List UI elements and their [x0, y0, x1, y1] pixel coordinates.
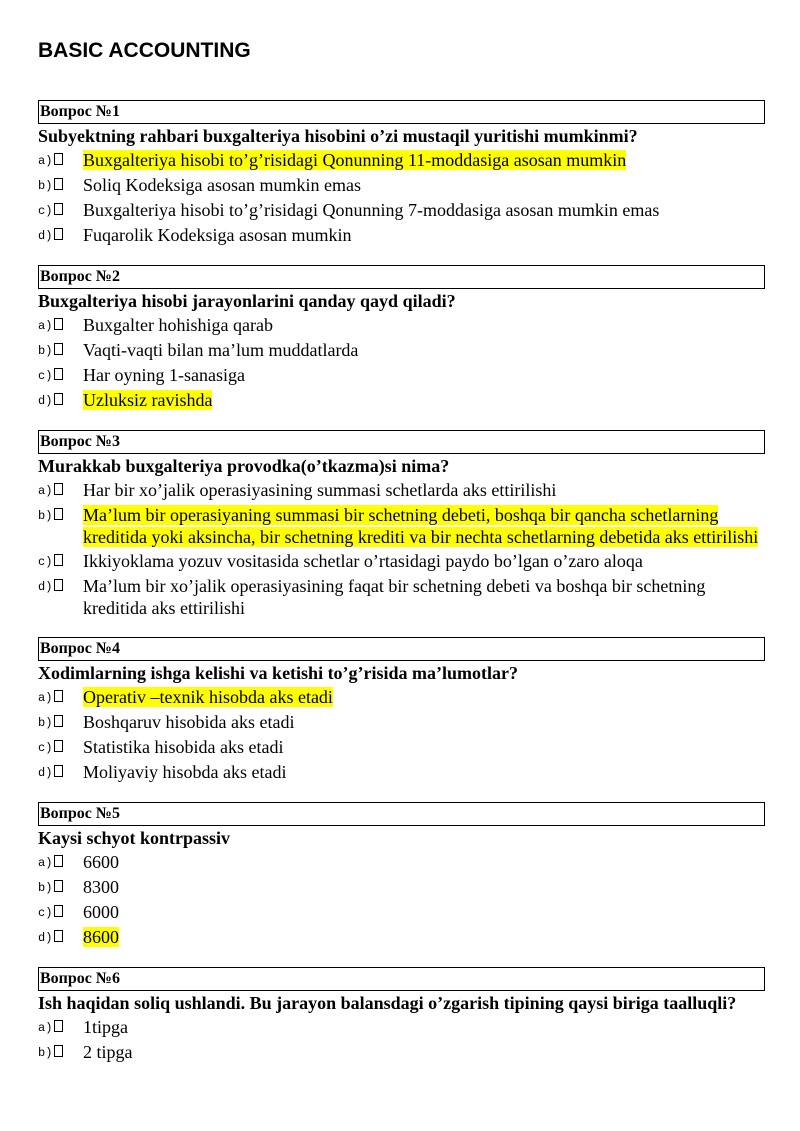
question-text: Subyektning rahbari buxgalteriya hisobini o’zi mustaqil yuritishi mumkinmi?	[38, 126, 638, 146]
answer-letter: c)	[38, 204, 53, 218]
answer-marker	[38, 876, 83, 899]
answer-option	[38, 876, 765, 899]
missing-glyph-icon	[54, 765, 63, 777]
document-page	[38, 38, 765, 1082]
answer-option	[38, 575, 765, 619]
answer-list	[38, 314, 765, 412]
answer-text: Statistika hisobida aks etadi	[83, 737, 284, 757]
answer-list	[38, 851, 765, 949]
answer-text-wrap	[83, 1016, 765, 1038]
missing-glyph-icon	[54, 153, 63, 165]
answer-text: 6000	[83, 902, 119, 922]
missing-glyph-icon	[54, 554, 63, 566]
missing-glyph-icon	[54, 393, 63, 405]
answer-letter: d)	[38, 931, 53, 945]
answer-option	[38, 504, 765, 548]
missing-glyph-icon	[54, 855, 63, 867]
answer-text-wrap	[83, 851, 765, 873]
answer-text-wrap	[83, 711, 765, 733]
question-text: Murakkab buxgalteriya provodka(o’tkazma)si nima?	[38, 456, 450, 476]
answer-letter: c)	[38, 906, 53, 920]
answer-option	[38, 736, 765, 759]
question-block	[38, 637, 765, 784]
answer-text: Soliq Kodeksiga asosan mumkin emas	[83, 175, 361, 195]
answer-letter: d)	[38, 394, 53, 408]
document-title: BASIC ACCOUNTING	[38, 39, 251, 62]
answer-option	[38, 364, 765, 387]
answer-text-wrap	[83, 479, 765, 501]
answer-text-wrap	[83, 174, 765, 196]
answer-text: 2 tipga	[83, 1042, 133, 1062]
answer-text-wrap	[83, 199, 765, 221]
question-number-box: Вопрос №3	[38, 430, 765, 454]
question-block	[38, 265, 765, 412]
answer-list	[38, 479, 765, 619]
missing-glyph-icon	[54, 1020, 63, 1032]
answer-option	[38, 686, 765, 709]
answer-marker	[38, 504, 83, 527]
question-block	[38, 100, 765, 247]
answer-marker	[38, 314, 83, 337]
question-list	[38, 100, 765, 1064]
answer-marker	[38, 761, 83, 784]
answer-marker	[38, 389, 83, 412]
answer-option	[38, 711, 765, 734]
missing-glyph-icon	[54, 880, 63, 892]
answer-text-wrap	[83, 686, 765, 708]
answer-text: Buxgalter hohishiga qarab	[83, 315, 273, 335]
question-text: Xodimlarning ishga kelishi va ketishi to’g’risida ma’lumotlar?	[38, 663, 519, 683]
highlighted-answer-text: Operativ –texnik hisobda aks etadi	[83, 687, 333, 707]
answer-option	[38, 479, 765, 502]
answer-text: 8300	[83, 877, 119, 897]
highlighted-answer-text: Ma’lum bir operasiyaning summasi bir schetning debeti, boshqa bir qancha schetlarning kreditida yoki aksincha, bir schetning krediti va bir nechta schetlarning debetida aks ettirilishi	[83, 505, 759, 547]
answer-marker	[38, 736, 83, 759]
answer-text-wrap	[83, 364, 765, 386]
answer-letter: d)	[38, 766, 53, 780]
missing-glyph-icon	[54, 715, 63, 727]
answer-letter: b)	[38, 509, 53, 523]
question-block	[38, 967, 765, 1064]
answer-marker	[38, 364, 83, 387]
highlighted-answer-text: Uzluksiz ravishda	[83, 390, 213, 410]
answer-option	[38, 926, 765, 949]
answer-option	[38, 149, 765, 172]
answer-option	[38, 339, 765, 362]
answer-text-wrap	[83, 389, 765, 411]
answer-letter: b)	[38, 1046, 53, 1060]
answer-text: Moliyaviy hisobda aks etadi	[83, 762, 287, 782]
answer-text: 1tipga	[83, 1017, 128, 1037]
answer-option	[38, 199, 765, 222]
answer-text-wrap	[83, 339, 765, 361]
missing-glyph-icon	[54, 508, 63, 520]
answer-letter: d)	[38, 229, 53, 243]
answer-marker	[38, 550, 83, 573]
answer-text: Ikkiyoklama yozuv vositasida schetlar o’rtasidagi paydo bo’lgan o’zaro aloqa	[83, 551, 643, 571]
answer-marker	[38, 174, 83, 197]
answer-option	[38, 174, 765, 197]
answer-text: Buxgalteriya hisobi to’g’risidagi Qonunning 7-moddasiga asosan mumkin emas	[83, 200, 660, 220]
answer-marker	[38, 1016, 83, 1039]
question-text: Ish haqidan soliq ushlandi. Bu jarayon balansdagi o’zgarish tipining qaysi biriga taalluqli?	[38, 993, 737, 1013]
answer-text: Boshqaruv hisobida aks etadi	[83, 712, 295, 732]
answer-text-wrap	[83, 736, 765, 758]
answer-marker	[38, 149, 83, 172]
answer-letter: c)	[38, 555, 53, 569]
answer-marker	[38, 339, 83, 362]
missing-glyph-icon	[54, 203, 63, 215]
answer-marker	[38, 1041, 83, 1064]
answer-option	[38, 550, 765, 573]
answer-text-wrap	[83, 926, 765, 948]
answer-marker	[38, 686, 83, 709]
missing-glyph-icon	[54, 930, 63, 942]
answer-text-wrap	[83, 876, 765, 898]
answer-option	[38, 761, 765, 784]
missing-glyph-icon	[54, 178, 63, 190]
missing-glyph-icon	[54, 318, 63, 330]
answer-marker	[38, 926, 83, 949]
answer-option	[38, 851, 765, 874]
question-block	[38, 430, 765, 619]
answer-text-wrap	[83, 149, 765, 171]
answer-letter: a)	[38, 319, 53, 333]
answer-text: Har oyning 1-sanasiga	[83, 365, 245, 385]
answer-letter: b)	[38, 179, 53, 193]
answer-text-wrap	[83, 550, 765, 572]
answer-marker	[38, 901, 83, 924]
answer-text: Har bir xo’jalik operasiyasining summasi schetlarda aks ettirilishi	[83, 480, 557, 500]
answer-letter: b)	[38, 716, 53, 730]
answer-text-wrap	[83, 1041, 765, 1063]
answer-letter: a)	[38, 154, 53, 168]
answer-text: Ma’lum bir xo’jalik operasiyasining faqat bir schetning debeti va boshqa bir schetning kreditida aks ettirilishi	[83, 576, 706, 618]
missing-glyph-icon	[54, 228, 63, 240]
answer-text-wrap	[83, 224, 765, 246]
answer-option	[38, 1016, 765, 1039]
answer-list	[38, 1016, 765, 1064]
question-number-box: Вопрос №4	[38, 637, 765, 661]
answer-option	[38, 314, 765, 337]
answer-letter: c)	[38, 741, 53, 755]
missing-glyph-icon	[54, 690, 63, 702]
highlighted-answer-text: Buxgalteriya hisobi to’g’risidagi Qonunning 11-moddasiga asosan mumkin	[83, 150, 627, 170]
question-number-box: Вопрос №1	[38, 100, 765, 124]
answer-text-wrap	[83, 504, 765, 548]
missing-glyph-icon	[54, 483, 63, 495]
answer-marker	[38, 479, 83, 502]
answer-letter: a)	[38, 1021, 53, 1035]
answer-letter: d)	[38, 580, 53, 594]
answer-text-wrap	[83, 901, 765, 923]
question-number-box: Вопрос №5	[38, 802, 765, 826]
answer-text: 6600	[83, 852, 119, 872]
answer-list	[38, 686, 765, 784]
missing-glyph-icon	[54, 368, 63, 380]
question-number-box: Вопрос №6	[38, 967, 765, 991]
answer-text-wrap	[83, 314, 765, 336]
answer-option	[38, 901, 765, 924]
answer-marker	[38, 711, 83, 734]
answer-letter: a)	[38, 484, 53, 498]
answer-letter: a)	[38, 856, 53, 870]
question-number-box: Вопрос №2	[38, 265, 765, 289]
answer-letter: b)	[38, 344, 53, 358]
answer-marker	[38, 575, 83, 598]
missing-glyph-icon	[54, 343, 63, 355]
answer-text: Fuqarolik Kodeksiga asosan mumkin	[83, 225, 352, 245]
answer-option	[38, 224, 765, 247]
answer-letter: c)	[38, 369, 53, 383]
answer-marker	[38, 199, 83, 222]
missing-glyph-icon	[54, 905, 63, 917]
question-block	[38, 802, 765, 949]
answer-marker	[38, 224, 83, 247]
highlighted-answer-text: 8600	[83, 927, 119, 947]
answer-text-wrap	[83, 575, 765, 619]
answer-list	[38, 149, 765, 247]
answer-text-wrap	[83, 761, 765, 783]
answer-marker	[38, 851, 83, 874]
question-text: Kaysi schyot kontrpassiv	[38, 828, 231, 848]
missing-glyph-icon	[54, 579, 63, 591]
missing-glyph-icon	[54, 1045, 63, 1057]
missing-glyph-icon	[54, 740, 63, 752]
answer-letter: a)	[38, 691, 53, 705]
answer-letter: b)	[38, 881, 53, 895]
answer-text: Vaqti-vaqti bilan ma’lum muddatlarda	[83, 340, 359, 360]
question-text: Buxgalteriya hisobi jarayonlarini qanday qayd qiladi?	[38, 291, 456, 311]
answer-option	[38, 389, 765, 412]
answer-option	[38, 1041, 765, 1064]
